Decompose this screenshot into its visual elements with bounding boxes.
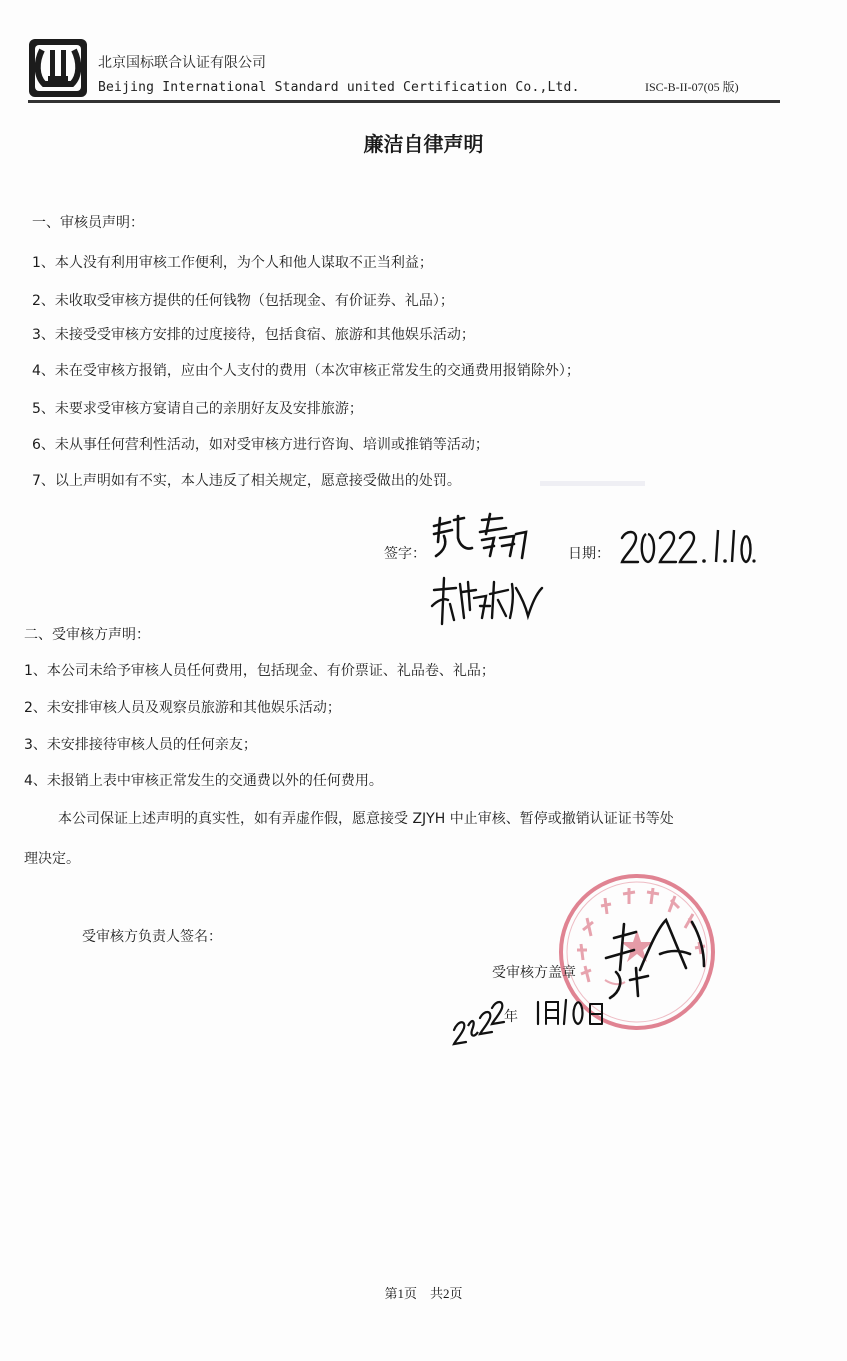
signature-label: 签字： (384, 546, 426, 562)
auditee-section-heading: 二、受审核方声明： (24, 627, 150, 643)
seal-label: 受审核方盖章 (492, 965, 576, 981)
company-name-en: Beijing International Standard united Certification Co.,Ltd. (98, 80, 580, 95)
second-auditor-signature (428, 570, 548, 628)
auditor-item: 4、未在受审核方报销，应由个人支付的费用（本次审核正常发生的交通费用报销除外）； (32, 363, 580, 379)
guarantee-statement-end: 理决定。 (24, 851, 80, 867)
auditee-representative-signature (600, 910, 710, 1005)
page-number: 第1页 共2页 (384, 1286, 463, 1301)
auditor-item: 1、本人没有利用审核工作便利，为个人和他人谋取不正当利益； (32, 255, 433, 271)
header-divider (28, 100, 780, 103)
auditor-item: 3、未接受受审核方安排的过度接待，包括食宿、旅游和其他娱乐活动； (32, 327, 475, 343)
auditor-signature-date (618, 526, 758, 568)
company-name-cn: 北京国标联合认证有限公司 (98, 55, 266, 71)
auditor-item: 2、未收取受审核方提供的任何钱物（包括现金、有价证券、礼品）； (32, 293, 454, 309)
auditee-date-month-day (534, 994, 608, 1030)
auditor-item: 7、以上声明如有不实，本人违反了相关规定，愿意接受做出的处罚。 (32, 473, 461, 489)
isc-logo-icon (26, 36, 90, 100)
auditee-item: 2、未安排审核人员及观察员旅游和其他娱乐活动； (24, 700, 341, 716)
auditee-item: 4、未报销上表中审核正常发生的交通费以外的任何费用。 (24, 773, 383, 789)
auditee-date-year (452, 996, 506, 1046)
document-code: ISC-B-II-07(05 版) (645, 80, 739, 94)
auditee-item: 3、未安排接待审核人员的任何亲友； (24, 737, 257, 753)
auditor-item: 6、未从事任何营利性活动，如对受审核方进行咨询、培训或推销等活动； (32, 437, 489, 453)
auditor-signature (430, 512, 530, 564)
auditor-item: 5、未要求受审核方宴请自己的亲朋好友及安排旅游； (32, 401, 363, 417)
scan-smudge (540, 481, 645, 486)
guarantee-statement: 本公司保证上述声明的真实性，如有弄虚作假，愿意接受 ZJYH 中止审核、暂停或撤销认证证书等处 (58, 811, 674, 827)
date-year-label: 年 (504, 1009, 518, 1025)
auditee-item: 1、本公司未给予审核人员任何费用，包括现金、有价票证、礼品卷、礼品； (24, 663, 495, 679)
document-title: 廉洁自律声明 (363, 132, 484, 156)
auditor-section-heading: 一、审核员声明： (32, 215, 144, 231)
responsible-person-label: 受审核方负责人签名： (82, 929, 222, 945)
date-label: 日期： (568, 546, 610, 562)
